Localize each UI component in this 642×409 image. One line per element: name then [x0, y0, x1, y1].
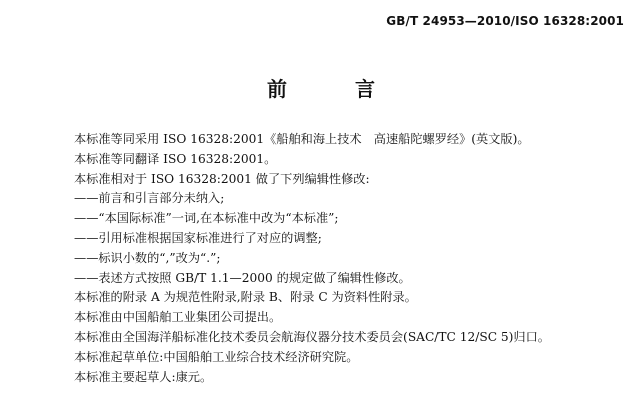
foreword-line: 本标准由全国海洋船标准化技术委员会航海仪器分技术委员会(SAC/TC 12/SC 5)归口。: [74, 329, 550, 344]
modification-item: ——表述方式按照 GB/T 1.1—2000 的规定做了编辑性修改。: [74, 270, 411, 285]
foreword-body: [74, 130, 632, 387]
modification-item: ——标识小数的“,”改为“.”;: [74, 250, 221, 265]
foreword-line: 本标准的附录 A 为规范性附录,附录 B、附录 C 为资料性附录。: [74, 290, 417, 305]
foreword-line: 本标准相对于 ISO 16328:2001 做了下列编辑性修改:: [74, 171, 370, 186]
foreword-line: 本标准主要起草人:康元。: [74, 369, 213, 384]
standard-code: GB/T 24953—2010/ISO 16328:2001: [386, 14, 624, 28]
modification-item: ——“本国际标准”一词,在本标准中改为“本标准”;: [74, 211, 339, 226]
foreword-line: 本标准起草单位:中国船舶工业综合技术经济研究院。: [74, 349, 359, 364]
page-title: 前 言: [267, 77, 399, 101]
foreword-line: 本标准由中国船舶工业集团公司提出。: [74, 310, 282, 325]
modification-item: ——引用标准根据国家标准进行了对应的调整;: [74, 230, 322, 245]
foreword-line: 本标准等同采用 ISO 16328:2001《船舶和海上技术 高速船陀螺罗经》(英文版)。: [74, 132, 530, 146]
foreword-line: 本标准等同翻译 ISO 16328:2001。: [74, 151, 277, 166]
modification-item: ——前言和引言部分未纳入;: [74, 191, 225, 206]
